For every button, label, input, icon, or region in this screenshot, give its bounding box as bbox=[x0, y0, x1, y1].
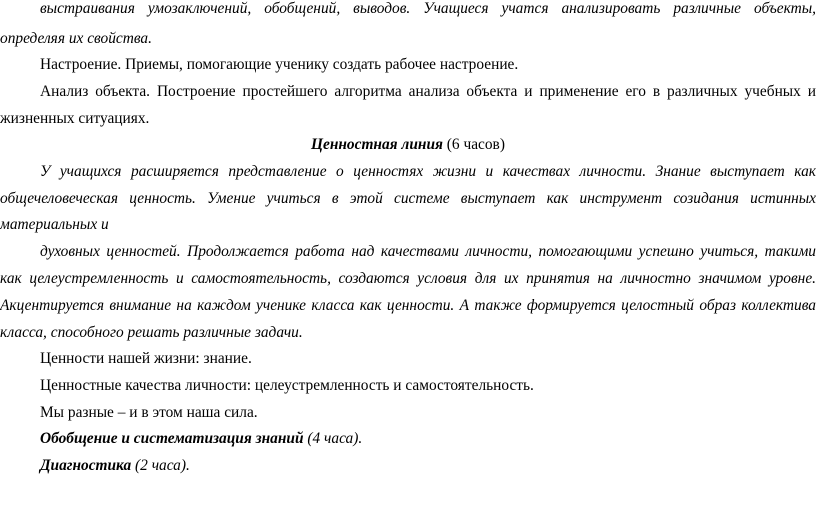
paragraph-line: класса, способного решать различные задачи. bbox=[0, 324, 303, 341]
section-heading bbox=[0, 457, 816, 475]
paragraph-line: Акцентируется внимание на каждом ученике класса как ценности. А также формируется целостный образ коллектива bbox=[0, 297, 816, 314]
paragraph-line: жизненных ситуациях. bbox=[0, 110, 150, 127]
paragraph-line: Ценности нашей жизни: знание. bbox=[40, 350, 252, 367]
section-heading-hours: (2 часа). bbox=[131, 457, 190, 474]
paragraph-line: как целеустремленность и самостоятельность, создаются условия для их принятия на личностно значимом уровне. bbox=[0, 270, 816, 287]
section-heading-title: Диагностика bbox=[40, 457, 132, 474]
section-heading-title: Обобщение и систематизация знаний bbox=[40, 430, 304, 447]
section-heading-hours: (4 часа). bbox=[303, 430, 363, 447]
section-heading-title: Ценностная линия bbox=[311, 136, 443, 153]
section-heading-hours: (6 часов) bbox=[442, 136, 505, 153]
paragraph-line: духовных ценностей. Продолжается работа над качествами личности, помогающими успешно учиться, такими bbox=[40, 243, 816, 260]
paragraph-line: Настроение. Приемы, помогающие ученику создать рабочее настроение. bbox=[40, 56, 519, 73]
paragraph-line: определяя их свойства. bbox=[0, 30, 152, 47]
paragraph-line: Анализ объекта. Построение простейшего алгоритма анализа объекта и применение его в различных учебных и bbox=[40, 83, 816, 100]
paragraph-line: материальных и bbox=[0, 216, 109, 233]
paragraph-line: У учащихся расширяется представление о ценностях жизни и качествах личности. Знание выступает как bbox=[40, 163, 816, 180]
paragraph-line: общечеловеческая ценность. Умение учиться в этой системе выступает как инструмент созидания истинных bbox=[0, 190, 816, 207]
paragraph-line: выстраивания умозаключений, обобщений, выводов. Учащиеся учатся анализировать различные объекты, bbox=[40, 0, 816, 17]
section-heading bbox=[0, 136, 816, 154]
paragraph-line: Мы разные – и в этом наша сила. bbox=[40, 404, 258, 421]
paragraph-line: Ценностные качества личности: целеустремленность и самостоятельность. bbox=[40, 377, 534, 394]
section-heading bbox=[0, 430, 816, 448]
